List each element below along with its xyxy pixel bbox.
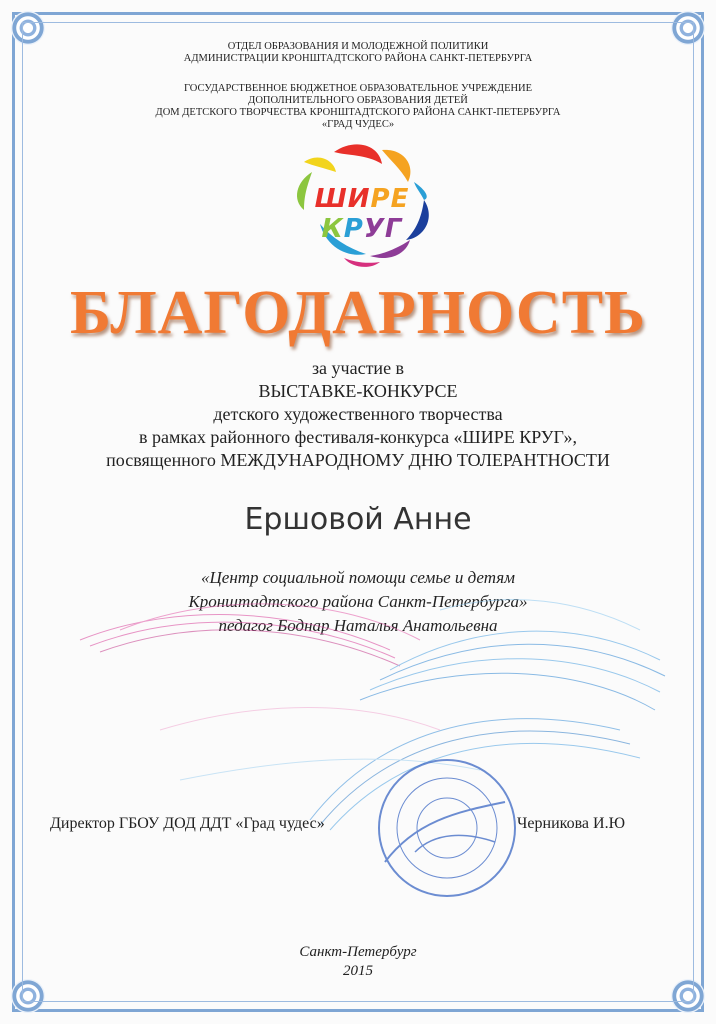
official-stamp <box>355 752 527 902</box>
logo-text: ШИРЕ КРУГ <box>314 184 410 244</box>
header-line: ОТДЕЛ ОБРАЗОВАНИЯ И МОЛОДЕЖНОЙ ПОЛИТИКИ <box>227 41 489 52</box>
organization-line: «Центр социальной помощи семье и детям <box>201 568 515 587</box>
organization-line: педагог Боднар Наталья Анатольевна <box>218 616 498 635</box>
award-reason-line: в рамках районного фестиваля-конкурса «ШИРЕ КРУГ», <box>138 427 577 447</box>
signatory-name: Черникова И.Ю <box>517 815 626 832</box>
award-reason-line: детского художественного творчества <box>213 404 503 424</box>
signatory-position: Директор ГБОУ ДОД ДДТ «Град чудес» <box>50 815 325 832</box>
issue-place-date <box>0 943 716 981</box>
header-line: «ГРАД ЧУДЕС» <box>321 119 395 130</box>
organization-line: Кронштадтского района Санкт-Петербурга» <box>188 592 528 611</box>
issue-city: Санкт-Петербург <box>299 944 417 960</box>
issuing-institution <box>0 83 716 131</box>
recipient-name: Ершовой Анне <box>244 502 472 537</box>
certificate-title: БЛАГОДАРНОСТЬ <box>69 279 647 347</box>
award-reason-line: посвященного МЕЖДУНАРОДНОМУ ДНЮ ТОЛЕРАНТНОСТИ <box>106 450 610 470</box>
header-line: ДОМ ДЕТСКОГО ТВОРЧЕСТВА КРОНШТАДТСКОГО РАЙОНА САНКТ-ПЕТЕРБУРГА <box>155 107 561 118</box>
header-line: ГОСУДАРСТВЕННОЕ БЮДЖЕТНОЕ ОБРАЗОВАТЕЛЬНОЕ УЧРЕЖДЕНИЕ <box>183 83 533 94</box>
award-reason-line: ВЫСТАВКЕ-КОНКУРСЕ <box>258 381 458 401</box>
header-line: ДОПОЛНИТЕЛЬНОГО ОБРАЗОВАНИЯ ДЕТЕЙ <box>248 95 468 106</box>
award-reason-line: за участие в <box>311 358 405 378</box>
issuing-department <box>0 41 716 65</box>
festival-logo <box>274 142 450 270</box>
award-reason <box>0 357 716 472</box>
issue-year: 2015 <box>343 963 373 979</box>
header-line: АДМИНИСТРАЦИИ КРОНШТАДТСКОГО РАЙОНА САНКТ-ПЕТЕРБУРГА <box>183 53 533 64</box>
